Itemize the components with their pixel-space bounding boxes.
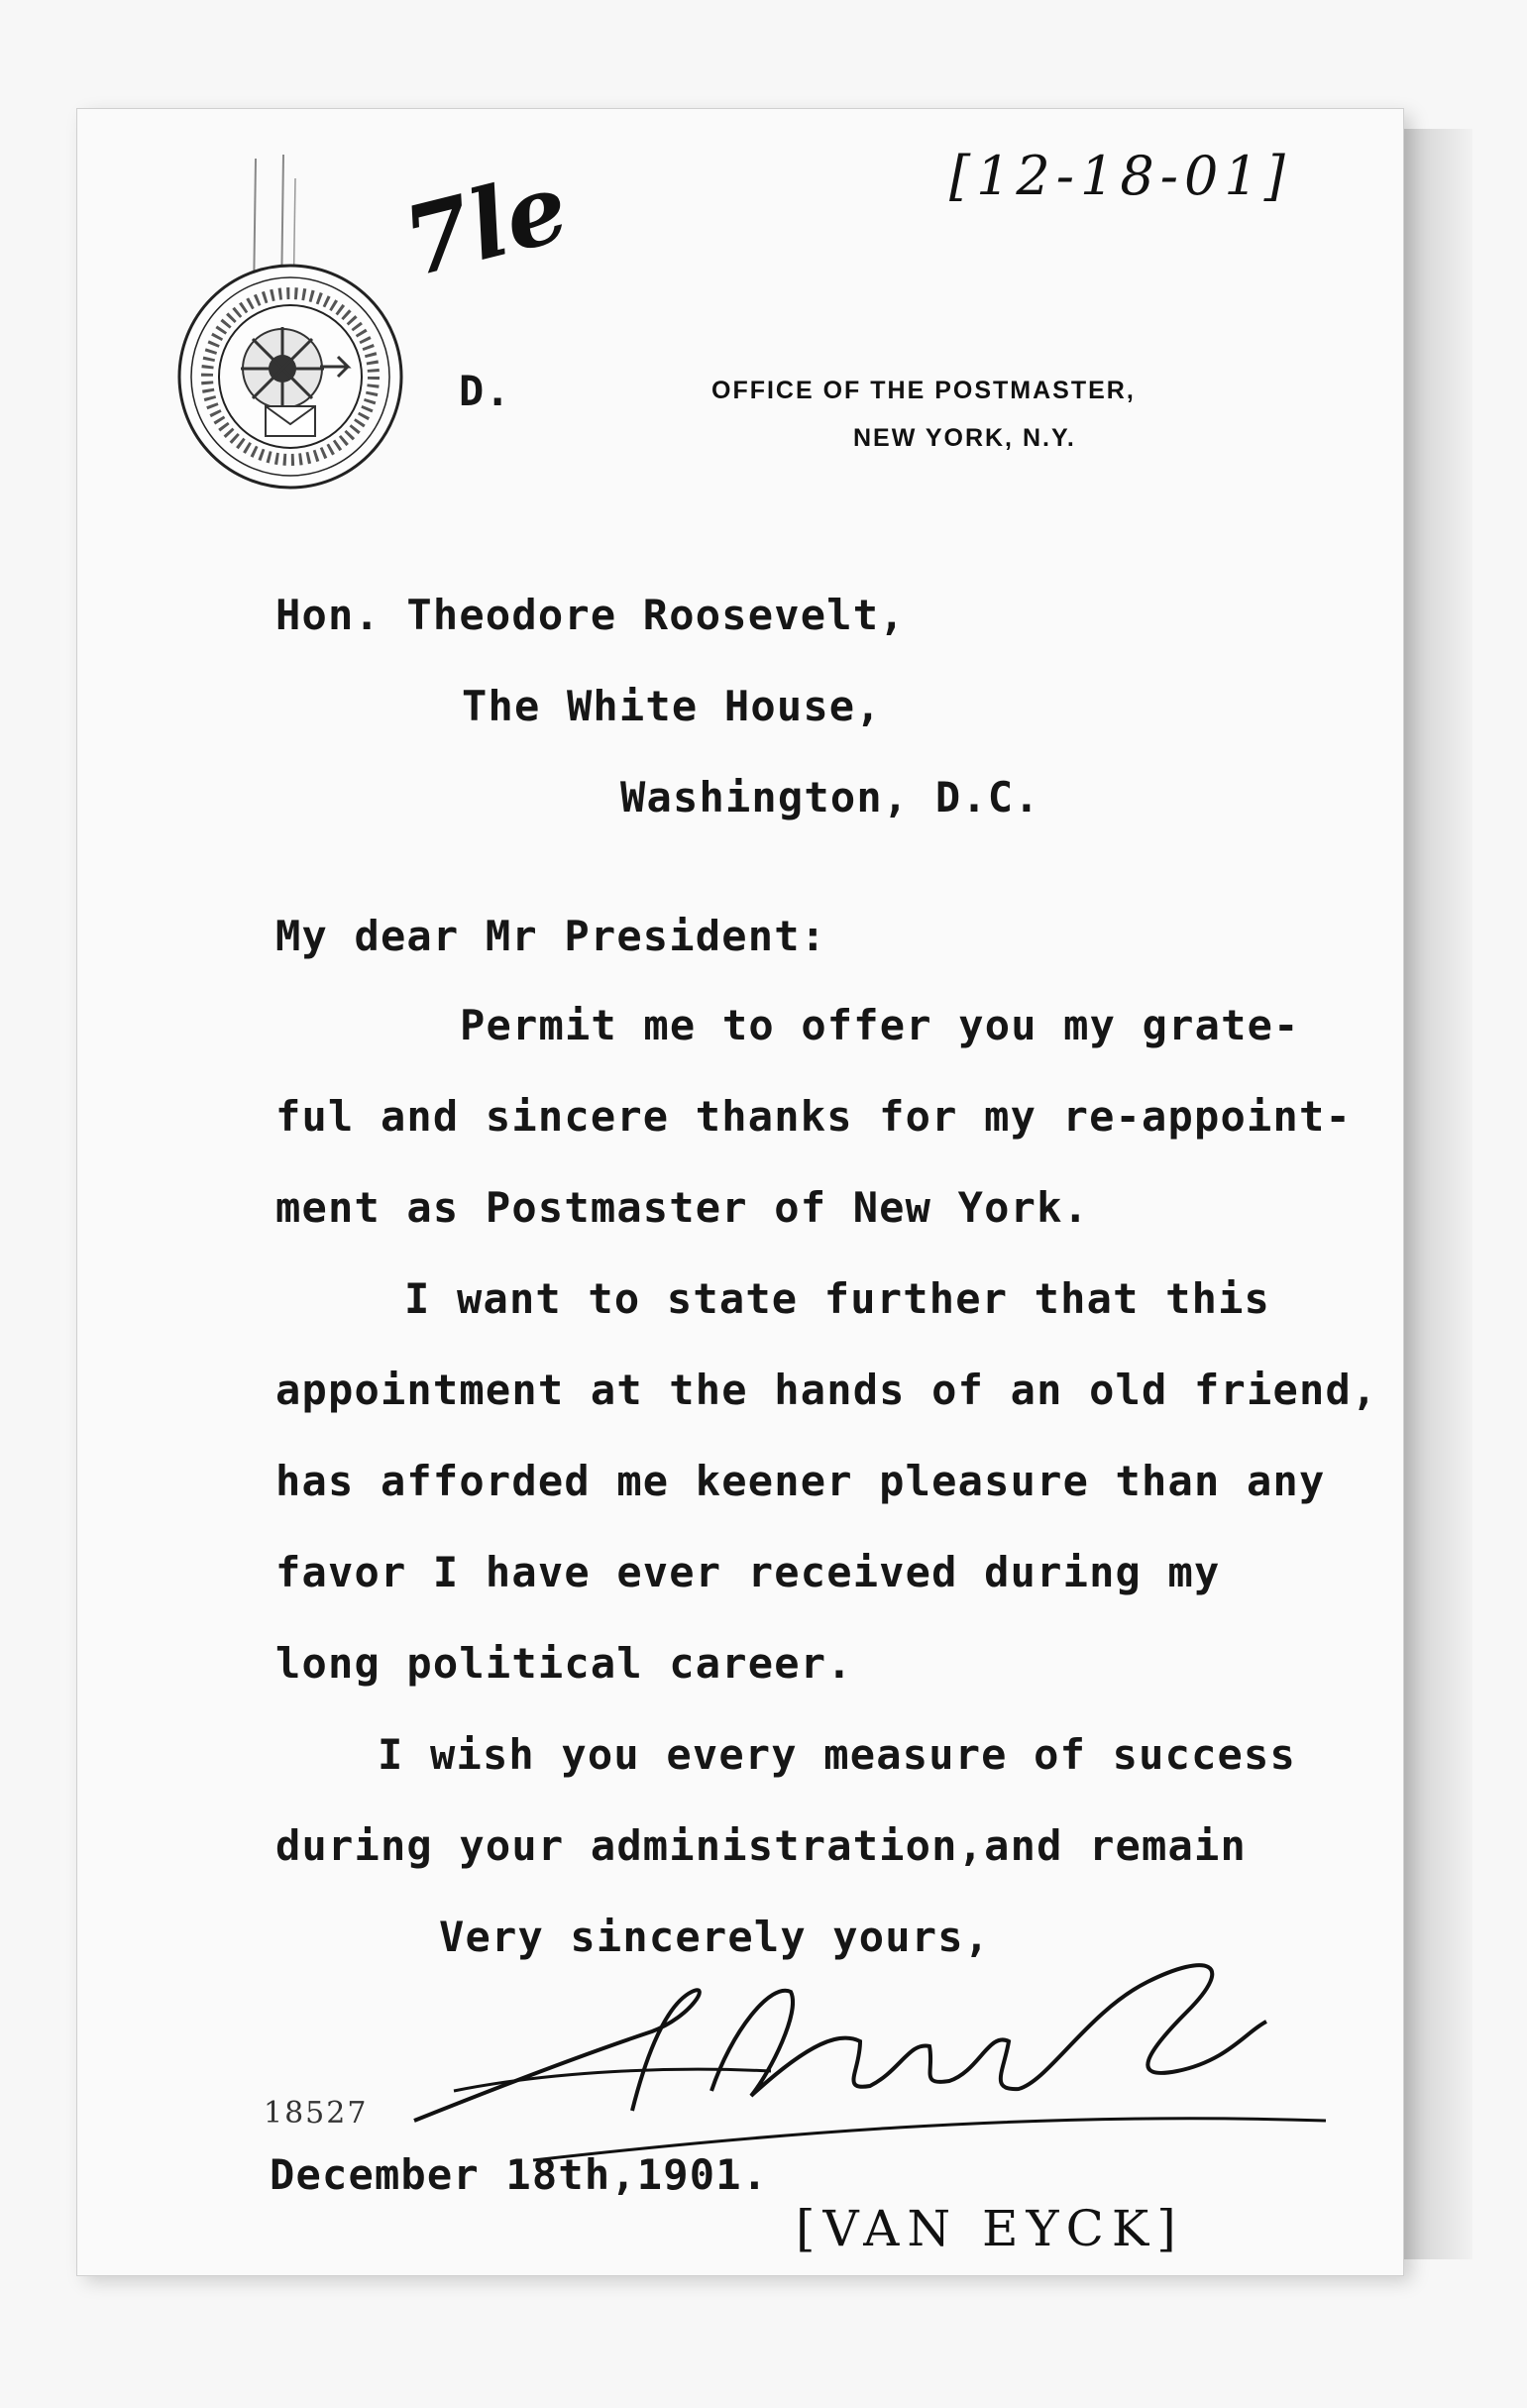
body-line: ment as Postmaster of New York. <box>275 1183 1090 1232</box>
body-line: Permit me to offer you my grate- <box>460 1001 1300 1049</box>
body-line: I wish you every measure of success <box>378 1730 1297 1779</box>
letterhead-city: NEW YORK, N.Y. <box>853 424 1076 452</box>
post-office-seal-icon <box>171 258 409 495</box>
letterhead-office: OFFICE OF THE POSTMASTER, <box>711 377 1136 404</box>
letter-sheet <box>77 109 1403 2275</box>
recipient-address-line-1: The White House, <box>462 682 882 730</box>
page-edge-shadow <box>1403 129 1472 2259</box>
body-line: appointment at the hands of an old friend, <box>275 1366 1378 1414</box>
margin-note: 7le <box>392 150 579 299</box>
recipient-address-line-2: Washington, D.C. <box>620 773 1040 821</box>
body-line: I want to state further that this <box>404 1274 1271 1323</box>
body-line: ful and sincere thanks for my re-appoint- <box>275 1092 1352 1141</box>
date-line: December 18th,1901. <box>270 2150 769 2199</box>
body-line: has afforded me keener pleasure than any <box>275 1457 1326 1505</box>
letterhead-initial: D. <box>459 367 511 415</box>
salutation: My dear Mr President: <box>275 912 827 960</box>
body-line: during your administration,and remain <box>275 1821 1247 1870</box>
body-line: long political career. <box>275 1639 853 1688</box>
body-line: favor I have ever received during my <box>275 1548 1221 1596</box>
archive-name-annotation: [VAN EYCK] <box>796 2200 1184 2257</box>
file-number: 18527 <box>264 2096 369 2131</box>
closing: Very sincerely yours, <box>439 1913 991 1961</box>
recipient-name: Hon. Theodore Roosevelt, <box>275 591 906 639</box>
signature <box>394 1922 1385 2170</box>
archive-date-annotation: [12-18-01] <box>949 145 1291 207</box>
